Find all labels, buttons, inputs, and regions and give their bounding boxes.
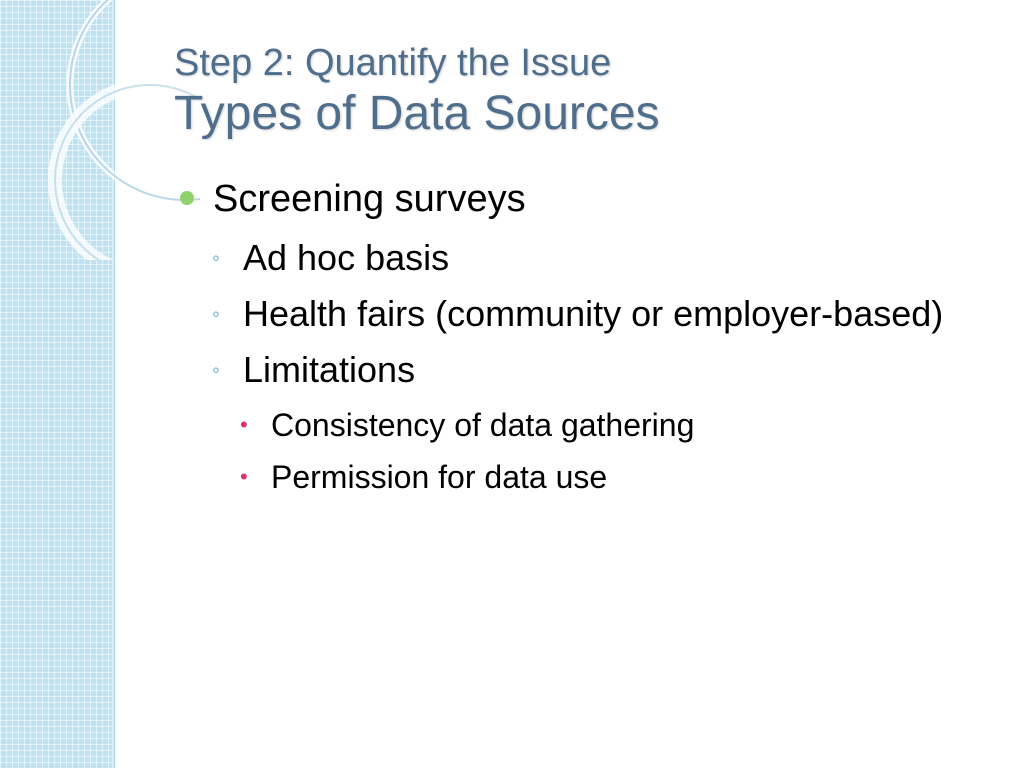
list-item (180, 402, 980, 448)
list-item-text: Ad hoc basis (243, 237, 450, 278)
list-item-text: Screening surveys (213, 178, 526, 220)
list-item (180, 344, 980, 396)
list-item-text: Permission for data use (271, 459, 608, 495)
decorative-rings-icon (0, 0, 200, 260)
list-item-text: Limitations (243, 349, 416, 390)
title-line-2: Types of Data Sources (174, 87, 660, 140)
bullet-small-dot-icon: • (240, 412, 248, 437)
bullet-ring-icon: ◦ (212, 357, 220, 382)
list-item-text: Consistency of data gathering (271, 407, 695, 443)
title-line-1: Step 2: Quantify the Issue (174, 42, 612, 84)
list-item (180, 454, 980, 500)
list-item (180, 288, 963, 340)
slide-title (174, 40, 994, 142)
bullet-dot-icon (180, 191, 194, 205)
bullet-ring-icon: ◦ (212, 301, 220, 326)
bullet-ring-icon: ◦ (212, 245, 220, 270)
bullet-list (180, 170, 980, 500)
list-item (180, 170, 980, 228)
list-item (180, 232, 980, 284)
bullet-small-dot-icon: • (240, 464, 248, 489)
list-item-text: Health fairs (community or employer-based) (243, 293, 944, 334)
